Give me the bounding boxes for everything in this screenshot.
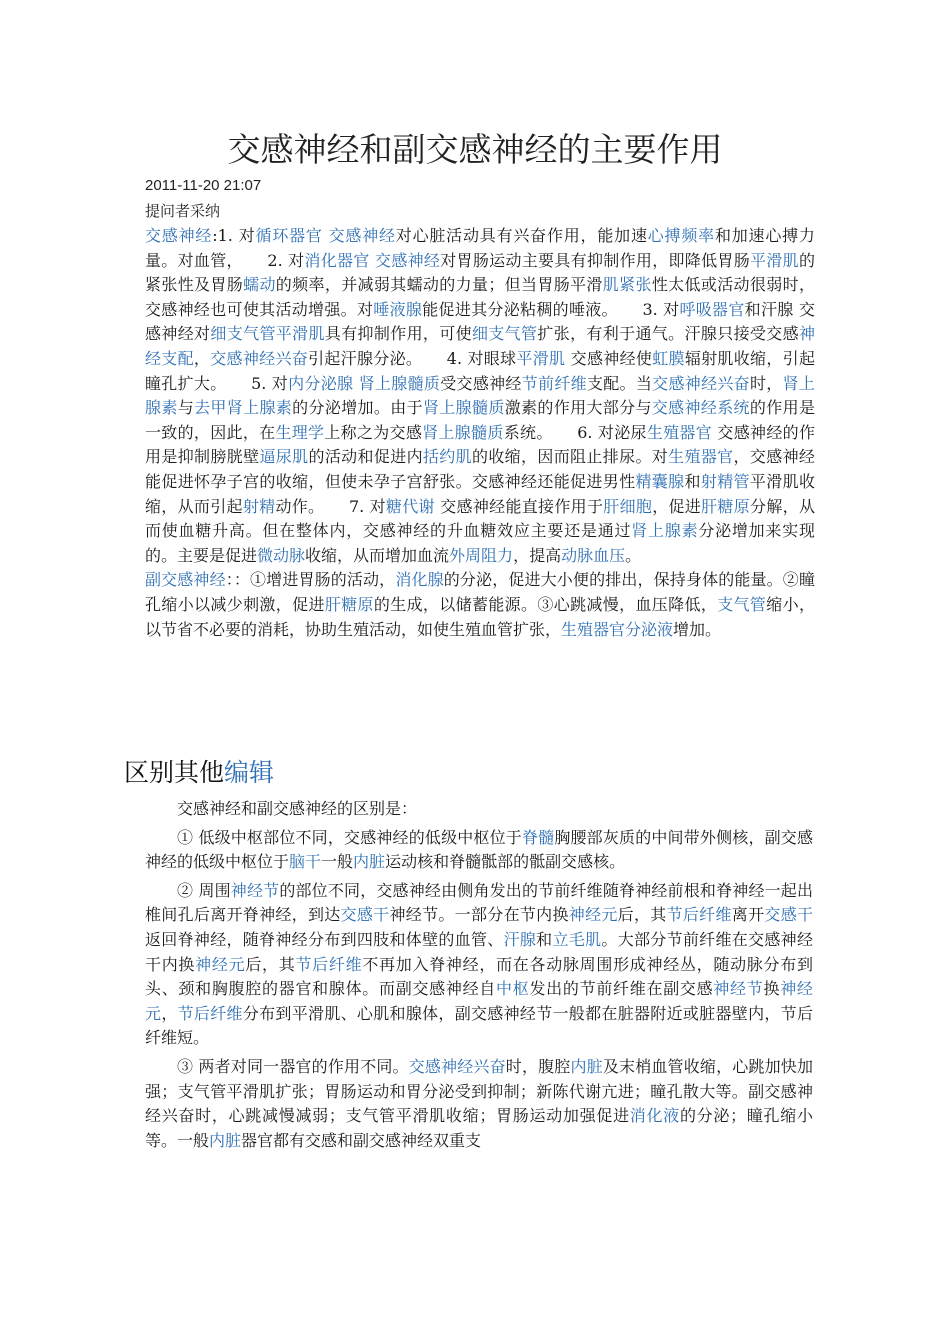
term-link[interactable]: 消化腺 (395, 570, 444, 590)
text-run: 器官都有交感和副交感神经双重支 (241, 1130, 482, 1150)
text-run: 对心脏活动具有兴奋作用，能加速 (395, 226, 648, 245)
term-link[interactable]: 逼尿肌 (259, 447, 309, 467)
text-run: 交感神经使 (565, 348, 653, 368)
term-link[interactable]: 节前纤维 (521, 373, 587, 393)
text-run: 的活动和促进内 (308, 447, 423, 467)
term-link[interactable]: 副交感神经 (145, 570, 226, 590)
text-run: :1. 对 (212, 226, 256, 245)
text-run: 扩张，有利于通气。汗腺只接受交感 (537, 324, 799, 344)
term-link[interactable]: 蠕动 (243, 275, 276, 295)
term-link[interactable]: 肝糖原 (324, 594, 374, 614)
text-run: ① 低级中枢部位不同，交感神经的低级中枢位于 (177, 827, 522, 847)
text-run: 神经节。一部分在节内换 (389, 905, 569, 925)
term-link[interactable]: 外周阻力 (449, 545, 514, 565)
term-link[interactable]: 支气管 (717, 594, 767, 614)
section-heading (124, 756, 274, 790)
term-link[interactable]: 脊髓 (521, 827, 555, 847)
term-link[interactable]: 神经元 (568, 905, 618, 925)
term-link[interactable]: 神经节 (230, 880, 280, 900)
term-link[interactable]: 肾上腺髓质 (422, 398, 505, 418)
text-run: 时， (750, 373, 783, 393)
text-run: 时，腹腔 (505, 1056, 571, 1076)
term-link[interactable]: 平滑肌 (750, 250, 799, 270)
text-run: 分解，从而使血糖升高。但在整体内，交感神经的升血糖效应主要还是通过 (145, 496, 815, 541)
text-run: 的分泌增加。由于 (292, 398, 423, 418)
edit-link[interactable]: 编辑 (224, 758, 275, 787)
text-run: 一般 (321, 852, 354, 872)
term-link[interactable]: 内分泌腺 (288, 373, 354, 393)
post-date: 2011-11-20 21:07 (145, 177, 262, 194)
page-title: 交感神经和副交感神经的主要作用 (227, 130, 723, 169)
term-link[interactable]: 唾液腺 (373, 299, 423, 319)
term-link[interactable]: 去甲肾上腺素 (194, 398, 293, 418)
term-link[interactable]: 节后纤维 (666, 905, 732, 925)
term-link[interactable]: 肌紧张 (602, 275, 652, 295)
term-link[interactable]: 呼吸器官 (679, 299, 745, 319)
term-link[interactable]: 消化器官 (304, 250, 370, 270)
text-run: 的频率，并减弱其蠕动的力量；但当胃肠平滑 (275, 275, 603, 295)
term-link[interactable]: 平滑肌 (516, 348, 566, 368)
text-run: 具有抑制作用，可使 (324, 324, 472, 344)
text-run: ② 周围 (177, 880, 231, 900)
term-link[interactable]: 汗腺 (503, 929, 537, 949)
text-run: 的作用是一致的，因此，在 (145, 398, 815, 442)
text-run: 和汗腺 交感神经对 (145, 299, 815, 344)
text-run: 不再加入脊神经，而在各动脉周围形成神经丛，随动脉分布到头、颈和胸腹腔的器官和腺体。而副交感神经自 (145, 954, 813, 999)
text-run: ， (161, 1003, 178, 1023)
text-run: 分泌增加来实现的。主要是促进 (145, 521, 815, 565)
term-link[interactable]: 节后纤维 (177, 1003, 243, 1023)
term-link[interactable]: 糖代谢 (385, 496, 435, 516)
text-run: 交感神经能直接作用于 (434, 496, 604, 516)
term-link[interactable]: 生殖器官分泌液 (561, 619, 674, 639)
text-run: 动作。 7. 对 (275, 496, 386, 516)
term-link[interactable]: 中枢 (496, 979, 530, 999)
text-run: 与 (177, 398, 195, 418)
term-link[interactable]: 肾上腺素 (631, 521, 699, 541)
term-link[interactable]: 细支气管 (471, 324, 538, 344)
text-run: 受交感神经 (440, 373, 522, 393)
text-run: ，提高 (513, 545, 562, 565)
text-run: 引起汗腺分泌。 4. 对眼球 (308, 348, 517, 368)
text-run: 后，其 (617, 905, 667, 925)
text-run: 的收缩，因而阻止排尿。对 (471, 447, 669, 467)
text-run: ， (193, 348, 211, 368)
term-link[interactable]: 交感神经兴奋 (210, 348, 309, 368)
text-run: 能促进其分泌粘稠的唾液。 3. 对 (422, 299, 680, 319)
author-label: 提问者采纳 (145, 202, 221, 220)
term-link[interactable]: 交感神经 (375, 250, 441, 270)
text-run: ③ 两者对同一器官的作用不同。 (177, 1056, 409, 1076)
term-link[interactable]: 神经支配 (145, 324, 815, 368)
text-run: 交感神经和副交感神经的区别是： (177, 799, 418, 818)
term-link[interactable]: 射精管 (700, 471, 750, 491)
text-run: 交感神经的作用是抑制膀胱壁 (145, 422, 815, 467)
text-run: 返回脊神经，随脊神经分布到四肢和体壁的血管、 (145, 929, 504, 949)
term-link[interactable]: 括约肌 (422, 447, 472, 467)
text-run: 缩小，以节省不必要的消耗，协助生殖活动，如使生殖血管扩张， (145, 594, 815, 639)
text-run: 和加速心搏力量。对血管， 2. 对 (145, 226, 815, 270)
text-run: 激素的作用大部分与 (504, 398, 652, 418)
term-link[interactable]: 生殖器官 (646, 422, 713, 442)
term-link[interactable]: 交感神经兴奋 (652, 373, 750, 393)
text-run: 离开 (731, 905, 765, 925)
text-run: 辐射肌收缩，引起瞳孔扩大。 5. 对 (145, 348, 815, 393)
text-run: 的分泌，促进大小便的排出，保持身体的能量。②瞳孔缩小以减少刺激，促进 (145, 570, 815, 614)
term-link[interactable]: 节后纤维 (295, 954, 363, 974)
term-link[interactable]: 生理学 (275, 422, 325, 442)
term-link[interactable]: 肾上腺髓质 (358, 373, 441, 393)
text-run: 后，其 (245, 954, 296, 974)
term-link[interactable]: 脑干 (289, 852, 322, 872)
text-run: ：：①增进胃肠的活动， (225, 570, 396, 590)
parasympathetic-paragraph (145, 568, 815, 642)
term-link[interactable]: 交感干 (764, 905, 813, 925)
difference-point-2 (145, 879, 813, 1051)
text-run: 增加。 (673, 619, 722, 639)
term-link[interactable]: 生殖器官 (668, 447, 734, 467)
text-run: 及末梢血管收缩，心跳加快加强；支气管平滑肌扩张；胃肠运动和胃分泌受到抑制；新陈代谢亢进；瞳孔散大等。副交感神经兴奋时，心跳减慢减弱；支气管平滑肌收缩；胃肠运动加强促进 (145, 1056, 813, 1126)
text-run: 平滑肌收缩，从而引起 (145, 471, 815, 516)
text-run: 对胃肠运动主要具有抑制作用，即降低胃肠 (440, 250, 751, 270)
text-run: 的部位不同，交感神经由侧角发出的节前纤维随脊神经前根和脊神经一起出椎间孔后离开脊神经，到达 (145, 880, 813, 925)
term-link[interactable]: 交感神经 (145, 226, 213, 245)
term-link[interactable]: 立毛肌 (552, 929, 602, 949)
text-run: 运动核和脊髓骶部的骶副交感核。 (385, 852, 626, 872)
text-run: 。大部分节前纤维在交感神经干内换 (145, 929, 813, 974)
term-link[interactable]: 微动脉 (257, 545, 306, 565)
sympathetic-paragraph (145, 224, 815, 568)
text-run: 和 (536, 929, 553, 949)
text-run: 的分泌；瞳孔缩小等。一般 (145, 1106, 813, 1150)
text-run: 。 (625, 545, 642, 565)
term-link[interactable]: 消化液 (629, 1106, 680, 1126)
text-run: 支配。当 (586, 373, 653, 393)
answer-body (145, 224, 815, 642)
text-run: 的紧张性及胃肠 (145, 250, 815, 295)
term-link[interactable]: 精囊腺 (635, 471, 685, 491)
section-heading-text: 区别其他 (124, 758, 225, 787)
text-run: ，交感神经能促进怀孕子宫的收缩，但使未孕子宫舒张。交感神经还能促进男性 (145, 447, 815, 491)
term-link[interactable]: 交感干 (340, 905, 390, 925)
term-link[interactable]: 动脉血压 (561, 545, 626, 565)
term-link[interactable]: 射精 (242, 496, 276, 516)
text-run: 胸腰部灰质的中间带外侧核，副交感神经的低级中枢位于 (145, 827, 813, 872)
text-run: 性太低或活动很弱时，交感神经也可使其活动增强。对 (145, 275, 815, 319)
text-run: 发出的节前纤维在副交感 (529, 979, 714, 999)
term-link[interactable]: 心搏频率 (647, 226, 715, 245)
text-run: 的生成，以储蓄能源。③心跳减慢，血压降低， (373, 594, 718, 614)
term-link[interactable]: 内脏 (570, 1056, 603, 1076)
term-link[interactable]: 细支气管平滑肌 (210, 324, 325, 344)
text-run: 分布到平滑肌、心肌和腺体，副交感神经节一般都在脏器附近或脏器壁内，节后纤维短。 (145, 1003, 813, 1048)
text-run: 和 (684, 471, 701, 491)
term-link[interactable]: 肾上腺髓质 (422, 422, 504, 442)
term-link[interactable]: 肾上腺素 (145, 373, 815, 418)
text-run: 系统。 6. 对泌尿 (503, 422, 647, 442)
term-link[interactable]: 内脏 (353, 852, 386, 872)
term-link[interactable]: 交感神经兴奋 (408, 1056, 506, 1076)
difference-point-1 (145, 826, 813, 875)
difference-section (145, 797, 813, 1157)
difference-point-3 (145, 1055, 813, 1153)
term-link[interactable]: 肝糖原 (701, 496, 751, 516)
term-link[interactable]: 神经元 (145, 979, 813, 1023)
term-link[interactable]: 交感神经系统 (651, 398, 750, 418)
text-run: 收缩，从而增加血流 (305, 545, 450, 565)
term-link[interactable]: 内脏 (209, 1130, 242, 1150)
term-link[interactable]: 交感神经 (328, 226, 396, 245)
term-link[interactable]: 虹膜 (652, 348, 685, 368)
term-link[interactable]: 神经节 (713, 979, 764, 999)
difference-intro (145, 797, 813, 822)
text-run: ，促进 (652, 496, 702, 516)
text-run: 换 (763, 979, 781, 999)
text-run: 上称之为交感 (324, 422, 423, 442)
term-link[interactable]: 循环器官 (255, 226, 323, 245)
term-link[interactable]: 神经元 (195, 954, 246, 974)
term-link[interactable]: 肝细胞 (603, 496, 653, 516)
